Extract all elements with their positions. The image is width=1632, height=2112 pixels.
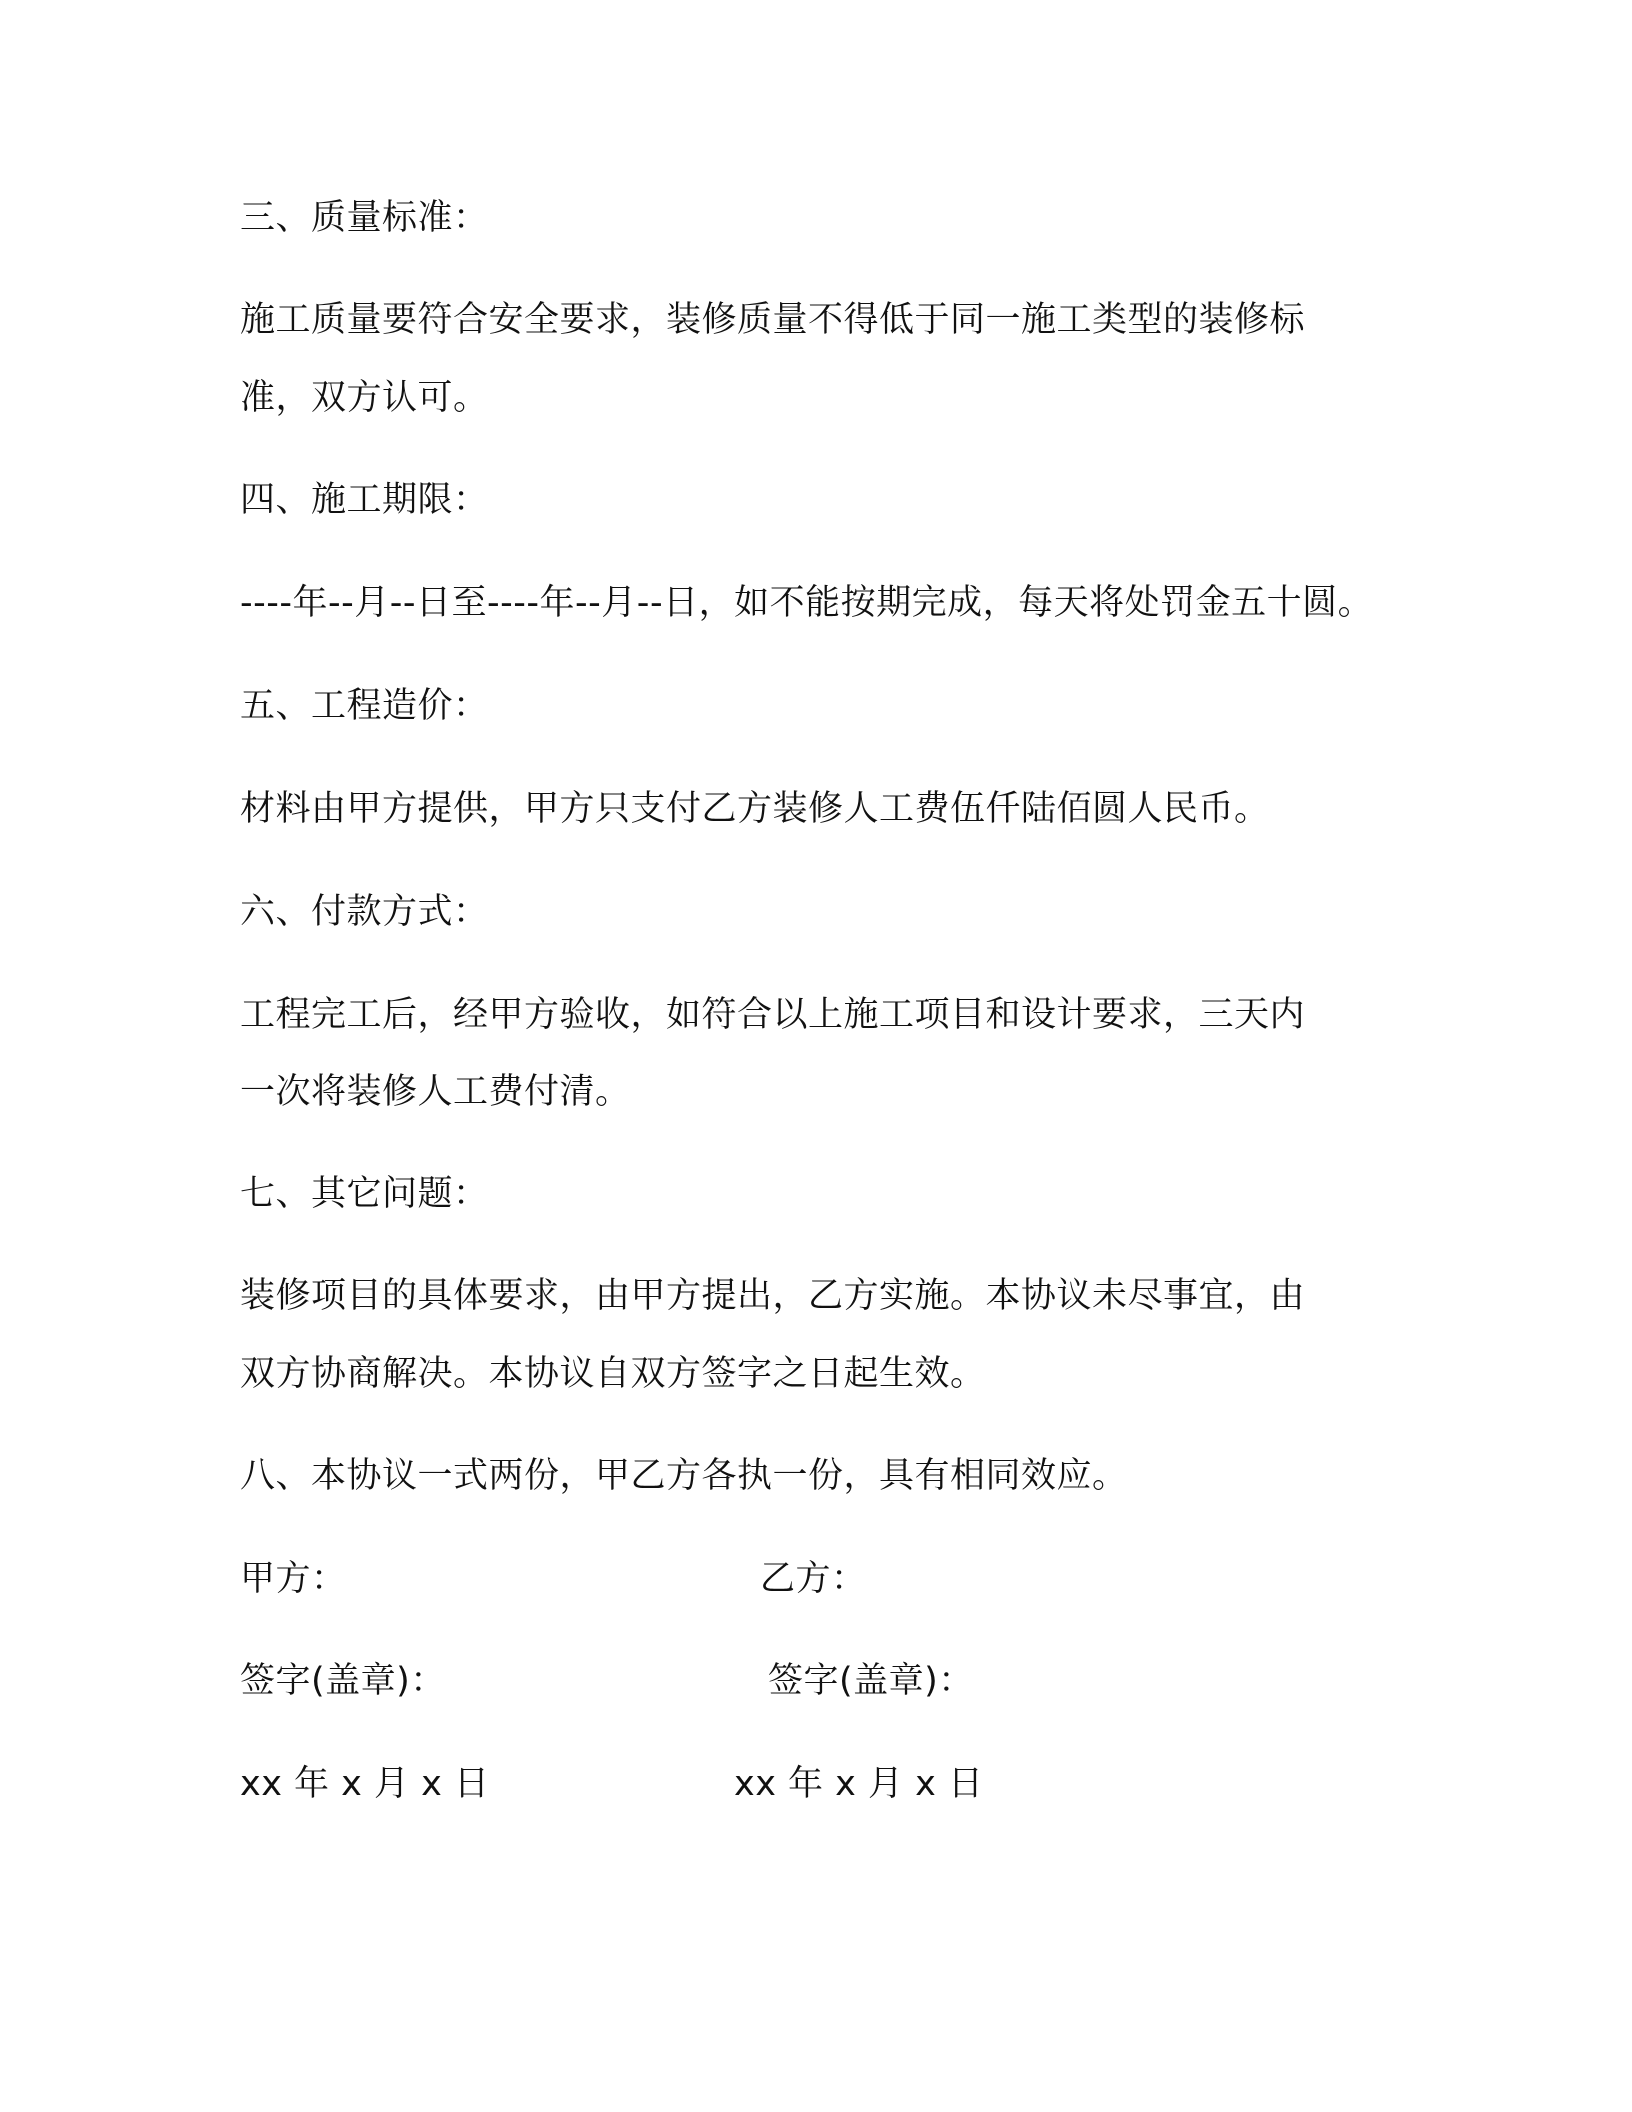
section-6-body-line-2: 一次将装修人工费付清。 bbox=[240, 1072, 631, 1112]
section-5-heading: 五、工程造价： bbox=[240, 686, 489, 726]
party-a-label: 甲方： bbox=[240, 1559, 347, 1599]
section-7-heading: 七、其它问题： bbox=[240, 1174, 489, 1214]
party-b-signature-label: 签字(盖章)： bbox=[768, 1661, 974, 1701]
section-3-body-line-2: 准，双方认可。 bbox=[240, 378, 489, 418]
party-a-signature-label: 签字(盖章)： bbox=[240, 1661, 446, 1701]
section-5-body: 材料由甲方提供，甲方只支付乙方装修人工费伍仟陆佰圆人民币。 bbox=[240, 789, 1270, 829]
section-7-body-line-1: 装修项目的具体要求，由甲方提出，乙方实施。本协议未尽事宜，由 bbox=[240, 1276, 1306, 1316]
section-6-heading: 六、付款方式： bbox=[240, 892, 489, 932]
section-8-text: 八、本协议一式两份，甲乙方各执一份，具有相同效应。 bbox=[240, 1456, 1128, 1496]
section-4-heading: 四、施工期限： bbox=[240, 480, 489, 520]
section-3-body-line-1: 施工质量要符合安全要求，装修质量不得低于同一施工类型的装修标 bbox=[240, 300, 1306, 340]
section-4-body: ----年--月--日至----年--月--日，如不能按期完成，每天将处罚金五十圆。 bbox=[240, 583, 1374, 623]
section-3-heading: 三、质量标准： bbox=[240, 198, 489, 238]
party-b-label: 乙方： bbox=[760, 1559, 867, 1599]
section-6-body-line-1: 工程完工后，经甲方验收，如符合以上施工项目和设计要求，三天内 bbox=[240, 995, 1306, 1035]
section-7-body-line-2: 双方协商解决。本协议自双方签字之日起生效。 bbox=[240, 1354, 986, 1394]
party-b-date: xx 年 x 月 x 日 bbox=[734, 1764, 984, 1804]
party-a-date: xx 年 x 月 x 日 bbox=[240, 1764, 490, 1804]
